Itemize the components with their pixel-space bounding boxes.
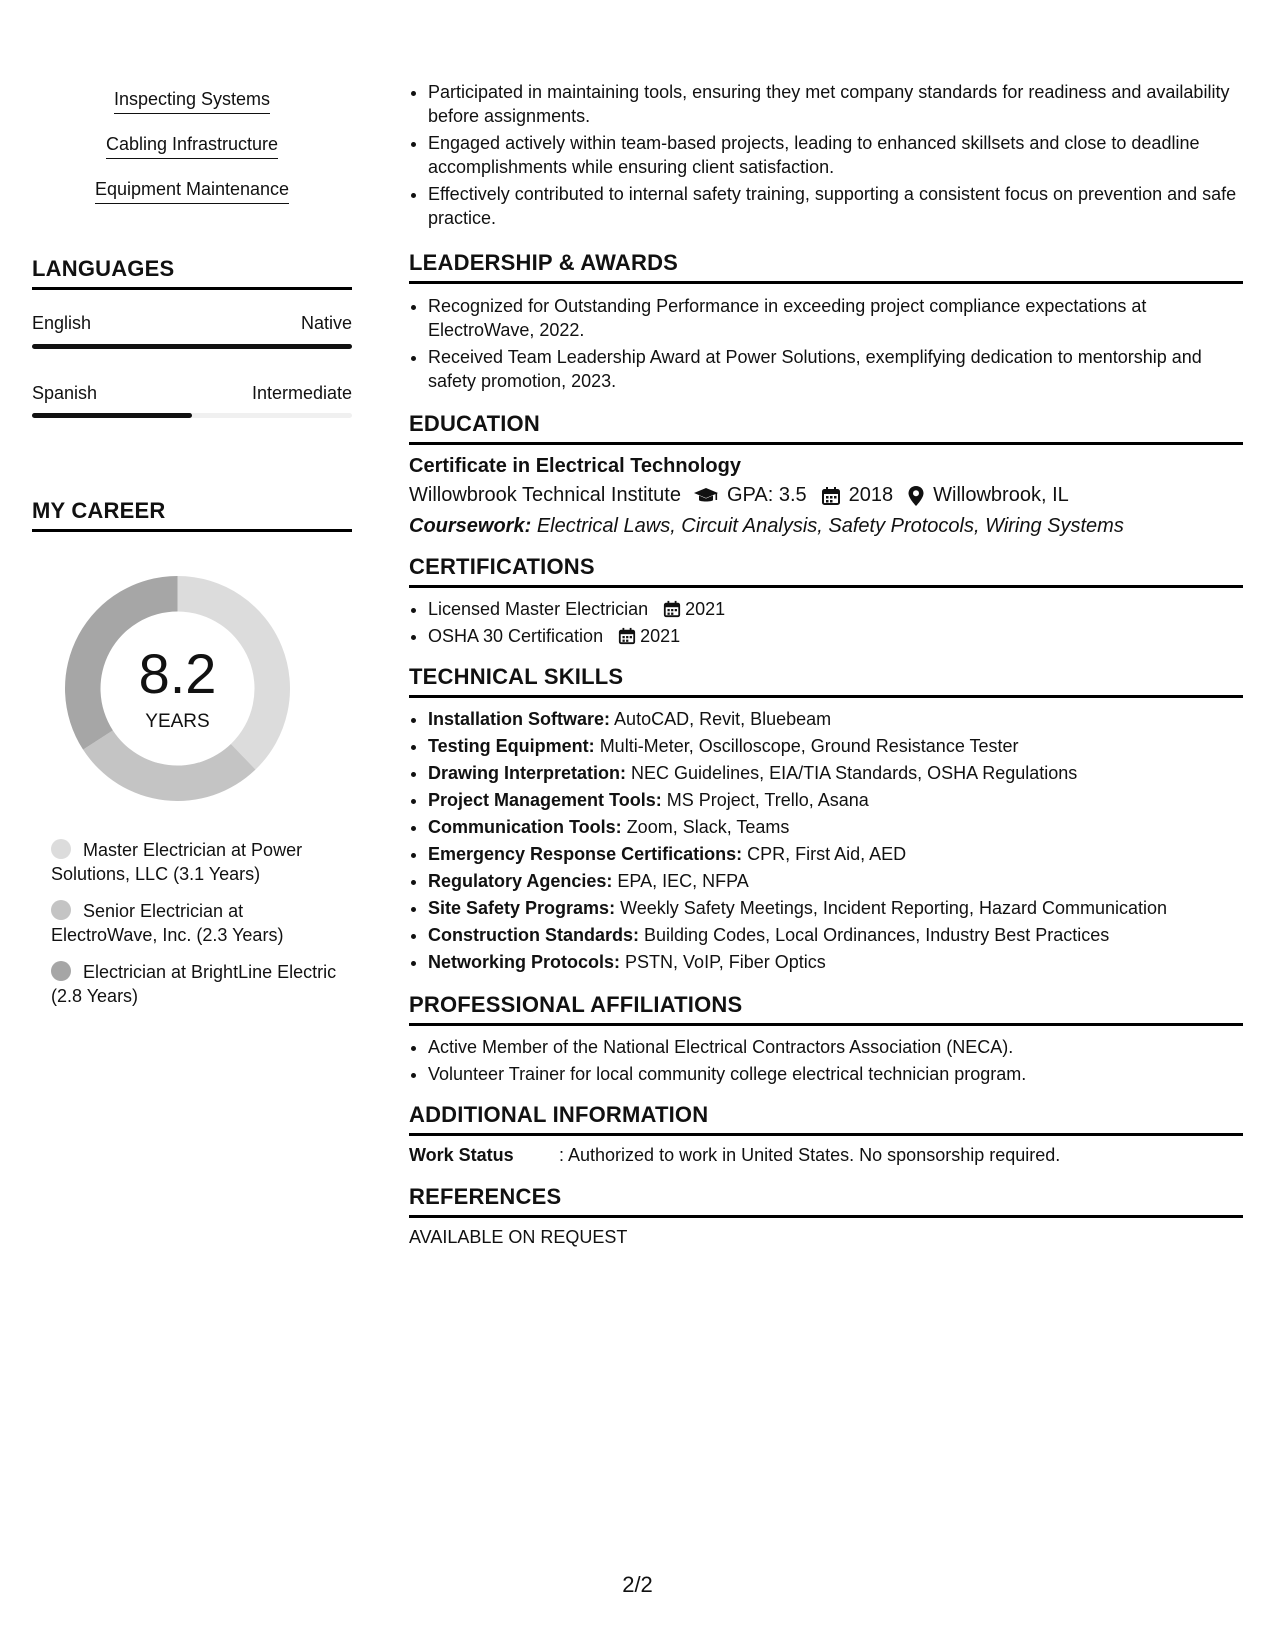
section-title: TECHNICAL SKILLS <box>409 664 1243 698</box>
list-item: • Received Team Leadership Award at Power Solutions, exemplifying dedication to mentorship and safety promotion, 2023. <box>428 345 1243 393</box>
coursework-list: Electrical Laws, Circuit Analysis, Safety Protocols, Wiring Systems <box>536 515 1124 537</box>
leadership-section <box>409 250 1243 396</box>
languages-title: LANGUAGES <box>32 256 352 290</box>
career-total: 8.2 <box>138 642 217 705</box>
location-pin-icon <box>907 485 925 507</box>
cert-name: Licensed Master Electrician <box>428 599 649 619</box>
list-item <box>428 624 1243 648</box>
list-item: • Engaged actively within team-based projects, leading to enhanced skillsets and close to deadline accomplishments while ensuring client satisfaction. <box>428 131 1243 179</box>
coursework-label: Coursework: <box>409 515 532 537</box>
list-item: • Testing Equipment: Multi-Meter, Oscilloscope, Ground Resistance Tester <box>428 734 1243 758</box>
language-level: Intermediate <box>251 383 352 403</box>
legend-dot <box>51 839 71 859</box>
list-item: • Communication Tools: Zoom, Slack, Teams <box>428 815 1243 839</box>
gpa: GPA: 3.5 <box>726 484 807 506</box>
language-name: Spanish <box>32 383 98 403</box>
list-item: • Active Member of the National Electrical Contractors Association (NECA). <box>428 1035 1243 1059</box>
section-title: ADDITIONAL INFORMATION <box>409 1102 1243 1136</box>
donut-segment <box>83 730 255 801</box>
education-location: Willowbrook, IL <box>933 484 1069 506</box>
work-status-row <box>409 1145 1243 1166</box>
list-item: • Project Management Tools: MS Project, Trello, Asana <box>428 788 1243 812</box>
language-bar <box>32 413 352 418</box>
degree-title: Certificate in Electrical Technology <box>409 455 741 477</box>
graduation-cap-icon <box>693 486 719 506</box>
language-level: Native <box>300 313 352 333</box>
career-item <box>51 838 351 886</box>
career-item-label: Electrician at BrightLine Electric (2.8 Years) <box>51 962 337 1006</box>
language-row <box>32 383 352 404</box>
list-item: • Regulatory Agencies: EPA, IEC, NFPA <box>428 869 1243 893</box>
skill-tag: Inspecting Systems <box>32 88 352 114</box>
career-title: MY CAREER <box>32 498 352 532</box>
calendar-icon <box>618 627 636 645</box>
cert-name: OSHA 30 Certification <box>428 626 604 646</box>
list-item: • Networking Protocols: PSTN, VoIP, Fiber Optics <box>428 950 1243 974</box>
education-details <box>409 484 1243 507</box>
skill-tag: Cabling Infrastructure <box>32 133 352 159</box>
section-title: EDUCATION <box>409 411 1243 445</box>
list-item: • Emergency Response Certifications: CPR, First Aid, AED <box>428 842 1243 866</box>
work-status-value: : Authorized to work in United States. No sponsorship required. <box>559 1145 1061 1165</box>
list-item: • Effectively contributed to internal safety training, supporting a consistent focus on prevention and safe practice. <box>428 182 1243 230</box>
cert-year: 2021 <box>640 626 681 646</box>
career-item <box>51 960 351 1008</box>
technical-skills-section <box>409 664 1243 977</box>
coursework <box>409 515 1243 538</box>
language-bar-fill <box>32 413 192 418</box>
list-item: • Volunteer Trainer for local community college electrical technician program. <box>428 1062 1243 1086</box>
language-row <box>32 313 352 334</box>
school-name: Willowbrook Technical Institute <box>409 484 681 506</box>
page-number: 2/2 <box>622 1572 653 1597</box>
section-title: PROFESSIONAL AFFILIATIONS <box>409 992 1243 1026</box>
calendar-icon <box>821 486 841 506</box>
experience-bullets <box>409 80 1243 233</box>
certifications-section <box>409 554 1243 651</box>
career-item-label: Master Electrician at Power Solutions, LLC (3.1 Years) <box>51 840 303 884</box>
section-title: LEADERSHIP & AWARDS <box>409 250 1243 284</box>
references-section <box>409 1184 1243 1248</box>
calendar-icon <box>663 600 681 618</box>
language-bar <box>32 344 352 349</box>
list-item: • Site Safety Programs: Weekly Safety Meetings, Incident Reporting, Hazard Communication <box>428 896 1243 920</box>
cert-year: 2021 <box>685 599 726 619</box>
list-item: • Recognized for Outstanding Performance in exceeding project compliance expectations at ElectroWave, 2022. <box>428 294 1243 342</box>
list-item: • Installation Software: AutoCAD, Revit, Bluebeam <box>428 707 1243 731</box>
work-status-label: Work Status <box>409 1145 514 1165</box>
education-section <box>409 411 1243 538</box>
section-title: REFERENCES <box>409 1184 1243 1218</box>
career-unit: YEARS <box>145 711 210 732</box>
section-title: CERTIFICATIONS <box>409 554 1243 588</box>
career-item-label: Senior Electrician at ElectroWave, Inc. (2.3 Years) <box>51 901 284 945</box>
legend-dot <box>51 900 71 920</box>
career-item <box>51 899 351 947</box>
language-bar-fill <box>32 344 352 349</box>
list-item: • Participated in maintaining tools, ensuring they met company standards for readiness and availability before assignments. <box>428 80 1243 128</box>
list-item: • Construction Standards: Building Codes, Local Ordinances, Industry Best Practices <box>428 923 1243 947</box>
references-text: AVAILABLE ON REQUEST <box>409 1227 628 1247</box>
skill-tag: Equipment Maintenance <box>32 178 352 204</box>
additional-info-section <box>409 1102 1243 1166</box>
list-item <box>428 597 1243 621</box>
language-name: English <box>32 313 92 333</box>
education-year: 2018 <box>848 484 894 506</box>
affiliations-section <box>409 992 1243 1089</box>
career-donut-chart <box>65 576 290 801</box>
legend-dot <box>51 961 71 981</box>
list-item: • Drawing Interpretation: NEC Guidelines, EIA/TIA Standards, OSHA Regulations <box>428 761 1243 785</box>
